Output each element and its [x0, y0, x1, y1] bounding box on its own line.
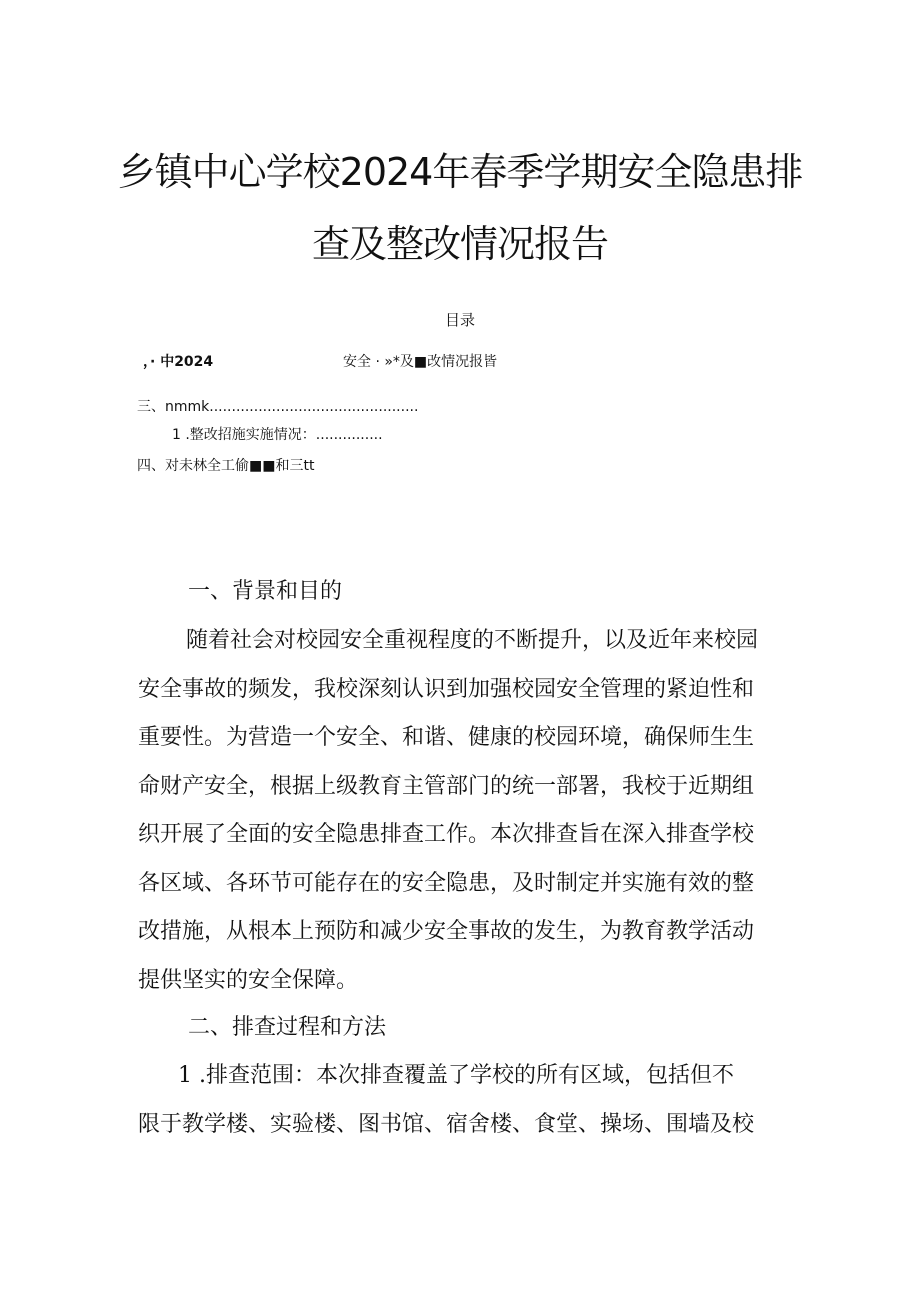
toc-entry-3[interactable]: 1 .整改招施实施情况：...............: [172, 427, 383, 443]
paragraph-line: 织开展了全面的安全隐患排查工作。本次排查旨在深入排查学校: [138, 822, 755, 847]
toc-heading: 目录: [444, 311, 475, 329]
paragraph-line: 1 .排查范围：本次排查覆盖了学校的所有区域，包括但不: [178, 1063, 734, 1088]
document-title-line-2: 查及整改情况报告: [311, 222, 608, 266]
section-1-heading: 一、背景和目的: [188, 579, 343, 604]
section-1-paragraph: [138, 617, 788, 1005]
paragraph-line: 各区域、各环节可能存在的安全隐患，及时制定并实施有效的整: [138, 870, 755, 896]
section-2-paragraph: [138, 1052, 788, 1149]
paragraph-line: 安全事故的频发，我校深刻认识到加强校园安全管理的紧迫性和: [138, 676, 755, 702]
toc-entry-1-prefix[interactable]: ，· 中2024: [143, 354, 214, 370]
paragraph-line: 随着社会对校园安全重视程度的不断提升，以及近年来校园: [186, 628, 759, 653]
document-title-line-1: 乡镇中心学校2024年春季学期安全隐患排: [117, 150, 803, 194]
paragraph-line: 限于教学楼、实验楼、图书馆、宿舍楼、食堂、操场、围墙及校: [138, 1111, 755, 1137]
paragraph-line: 重要性。为营造一个安全、和谐、健康的校园环境，确保师生生: [138, 725, 755, 750]
toc-entry-1-title[interactable]: 安全 · »*及■改情况报皆: [343, 354, 498, 370]
toc-entry-4[interactable]: 四、对未林全工偷■■和三tt: [137, 458, 315, 474]
paragraph-line: 改措施，从根本上预防和减少安全事故的发生，为教育教学活动: [138, 919, 755, 944]
paragraph-line: 命财产安全，根据上级教育主管部门的统一部署，我校于近期组: [138, 773, 755, 799]
paragraph-line: 提供坚实的安全保障。: [138, 967, 359, 993]
toc-entry-2[interactable]: 三、nmmk...............................................: [137, 399, 419, 415]
section-2-heading: 二、排查过程和方法: [188, 1015, 387, 1040]
